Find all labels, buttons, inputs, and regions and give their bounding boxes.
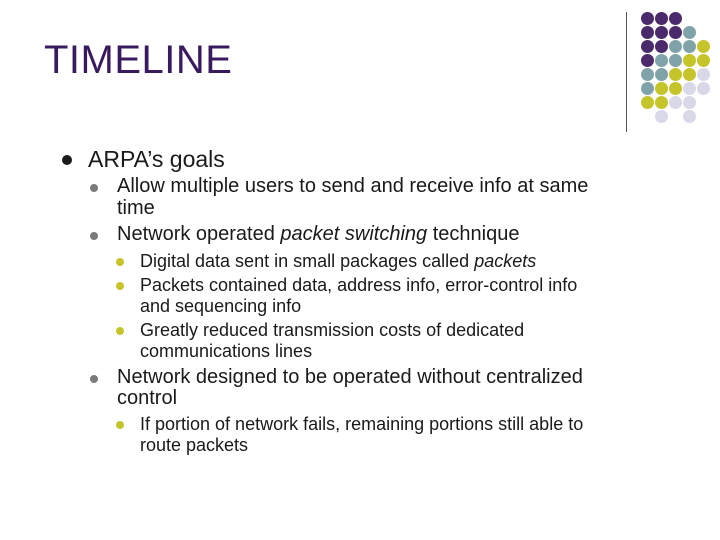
bullet-decentralized-cont: control bbox=[117, 387, 178, 409]
bullet-marker bbox=[116, 282, 124, 290]
bullet-marker bbox=[90, 184, 98, 192]
bullet-packets-contained: Packets contained data, address info, error-control info bbox=[140, 275, 578, 295]
bullet-marker bbox=[116, 258, 124, 266]
bullet-marker bbox=[62, 155, 72, 165]
slide-title: TIMELINE bbox=[44, 38, 233, 82]
bullet-marker bbox=[90, 232, 98, 240]
bullet-marker bbox=[116, 421, 124, 429]
bullet-multiple-users-cont: time bbox=[117, 197, 155, 219]
text-run: Digital data sent in small packages called bbox=[140, 251, 475, 271]
bullet-packet-switching bbox=[117, 224, 519, 245]
bullet-multiple-users: Allow multiple users to send and receive info at same bbox=[117, 175, 589, 197]
text-run: Network operated bbox=[117, 223, 281, 245]
bullet-decentralized: Network designed to be operated without centralized bbox=[117, 366, 583, 388]
bullet-reduced-costs-cont: communications lines bbox=[140, 341, 313, 361]
bullet-marker bbox=[90, 375, 98, 383]
emphasis-text: packet switching bbox=[280, 223, 428, 245]
text-run: technique bbox=[427, 223, 520, 245]
bullet-marker bbox=[116, 327, 124, 335]
bullet-network-fails-cont: route packets bbox=[140, 435, 249, 455]
emphasis-text: packets bbox=[474, 251, 537, 271]
bullet-goals: ARPA’s goals bbox=[88, 146, 225, 172]
bullet-network-fails: If portion of network fails, remaining portions still able to bbox=[140, 414, 584, 434]
bullet-digital-data bbox=[140, 251, 536, 272]
bullet-packets-contained-cont: and sequencing info bbox=[140, 296, 302, 316]
bullet-reduced-costs: Greatly reduced transmission costs of dedicated bbox=[140, 320, 525, 340]
